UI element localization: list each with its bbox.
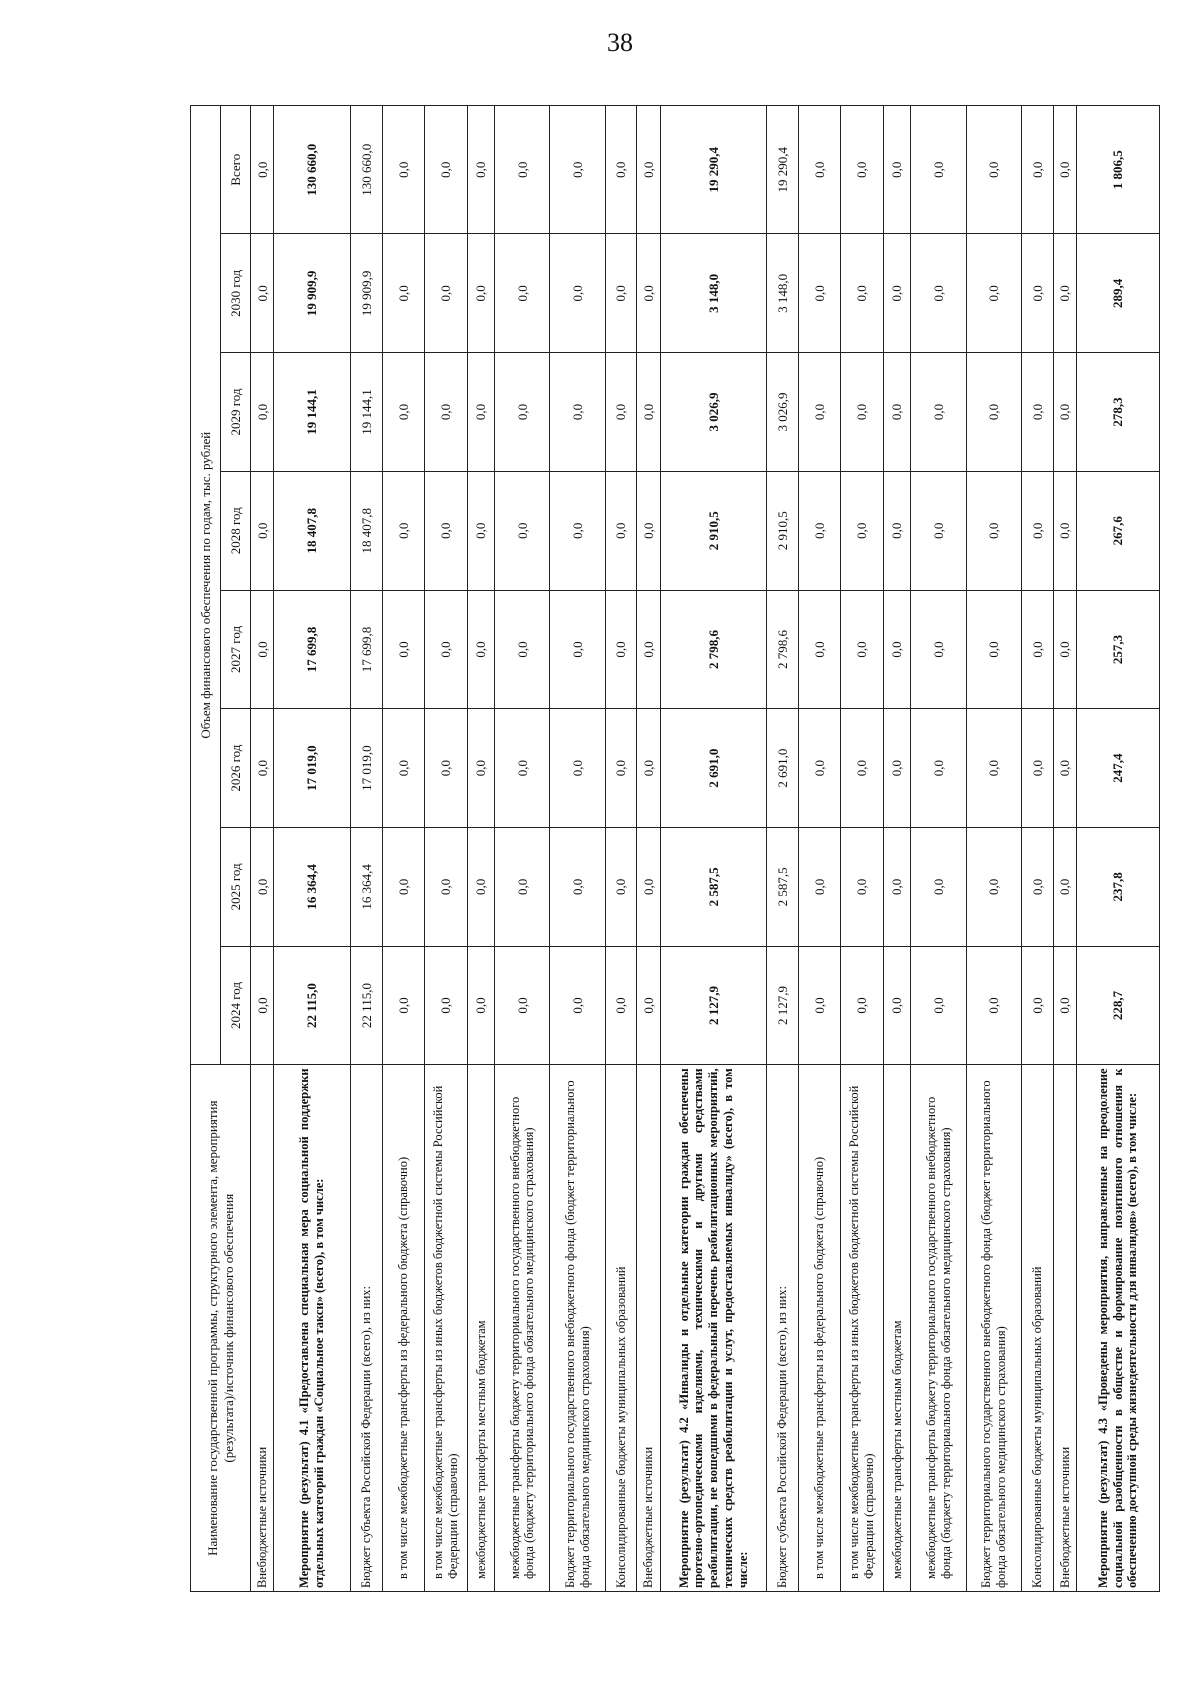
year-value-cell: 3 148,0 <box>767 234 799 353</box>
row-label: Мероприятие (результат) 4.2 «Инвалиды и отдельные категории граждан обеспечены протезно-ортопедическими изделиями, техническими и другими средствами реабилитации, не вошедшими в федеральный перечень реабилитационных мероприятий, технических средств реабилитации и услут, предоставляемых инвалиду» (всего), в том числе: <box>660 1065 766 1592</box>
year-value-cell: 0,0 <box>637 590 660 709</box>
year-value-cell: 0,0 <box>798 590 840 709</box>
year-value-cell: 0,0 <box>841 946 883 1065</box>
year-value-cell: 17 699,8 <box>350 590 382 709</box>
year-value-cell: 0,0 <box>605 234 637 353</box>
year-value-cell: 0,0 <box>382 709 424 828</box>
total-cell: 0,0 <box>637 106 660 234</box>
year-value-cell: 17 019,0 <box>350 709 382 828</box>
year-value-cell: 3 026,9 <box>767 353 799 472</box>
year-value-cell: 0,0 <box>841 234 883 353</box>
year-value-cell: 247,4 <box>1077 709 1160 828</box>
year-value-cell: 0,0 <box>467 709 495 828</box>
year-header: 2025 год <box>221 827 251 946</box>
year-value-cell: 0,0 <box>425 590 467 709</box>
year-value-cell: 0,0 <box>1053 590 1076 709</box>
year-header: 2027 год <box>221 590 251 709</box>
year-value-cell: 0,0 <box>495 827 550 946</box>
table-row <box>605 106 637 1592</box>
table-row <box>550 106 605 1592</box>
table-row <box>1053 106 1076 1592</box>
year-value-cell: 0,0 <box>382 234 424 353</box>
year-value-cell: 0,0 <box>425 827 467 946</box>
year-value-cell: 0,0 <box>798 353 840 472</box>
row-label: межбюджетные трансферты местным бюджетам <box>467 1065 495 1592</box>
table-row <box>637 106 660 1592</box>
year-value-cell: 0,0 <box>1021 946 1053 1065</box>
year-value-cell: 0,0 <box>798 709 840 828</box>
year-value-cell: 0,0 <box>883 471 911 590</box>
table-row <box>660 106 766 1592</box>
funding-group-header: Объем финансового обеспечения по годам, тыс. рублей <box>191 106 221 1065</box>
total-cell: 0,0 <box>550 106 605 234</box>
year-value-cell: 0,0 <box>550 946 605 1065</box>
row-label: межбюджетные трансферты местным бюджетам <box>883 1065 911 1592</box>
table-row <box>1021 106 1053 1592</box>
year-value-cell: 0,0 <box>911 590 966 709</box>
total-cell: 0,0 <box>495 106 550 234</box>
year-value-cell: 2 798,6 <box>767 590 799 709</box>
table-row <box>841 106 883 1592</box>
year-value-cell: 22 115,0 <box>274 946 350 1065</box>
table-row <box>911 106 966 1592</box>
year-value-cell: 0,0 <box>382 827 424 946</box>
total-cell: 0,0 <box>966 106 1021 234</box>
year-header: 2024 год <box>221 946 251 1065</box>
year-value-cell: 0,0 <box>495 353 550 472</box>
year-value-cell: 17 019,0 <box>274 709 350 828</box>
year-value-cell: 0,0 <box>425 353 467 472</box>
year-value-cell: 289,4 <box>1077 234 1160 353</box>
year-value-cell: 0,0 <box>966 234 1021 353</box>
year-value-cell: 0,0 <box>1021 353 1053 472</box>
year-value-cell: 22 115,0 <box>350 946 382 1065</box>
year-value-cell: 0,0 <box>251 709 274 828</box>
row-label: межбюджетные трансферты бюджету территориального государственного внебюджетного фонда (бюджету территориального фонда обязательного медицинского страхования) <box>495 1065 550 1592</box>
year-header: 2026 год <box>221 709 251 828</box>
year-value-cell: 0,0 <box>966 827 1021 946</box>
row-label: в том числе межбюджетные трансферты из иных бюджетов бюджетной системы Российской Федерации (справочно) <box>841 1065 883 1592</box>
year-value-cell: 257,3 <box>1077 590 1160 709</box>
year-value-cell: 0,0 <box>966 471 1021 590</box>
total-cell: 19 290,4 <box>767 106 799 234</box>
year-value-cell: 0,0 <box>637 471 660 590</box>
year-value-cell: 0,0 <box>883 590 911 709</box>
year-value-cell: 0,0 <box>637 946 660 1065</box>
year-value-cell: 2 587,5 <box>660 827 766 946</box>
year-value-cell: 0,0 <box>382 471 424 590</box>
table-body <box>251 106 1160 1592</box>
year-value-cell: 0,0 <box>911 946 966 1065</box>
table-row <box>251 106 274 1592</box>
table-row <box>350 106 382 1592</box>
year-value-cell: 0,0 <box>605 827 637 946</box>
year-value-cell: 0,0 <box>382 590 424 709</box>
year-value-cell: 0,0 <box>425 946 467 1065</box>
row-label: Мероприятие (результат) 4.3 «Проведены мероприятия, направленные на преодоление социальной разобщенности в обществе и формирование позитивного отношения к обеспечению доступной среды жизнедеятельности для инвалидов» (всего), в том числе: <box>1077 1065 1160 1592</box>
year-value-cell: 0,0 <box>911 234 966 353</box>
total-cell: 0,0 <box>798 106 840 234</box>
year-value-cell: 0,0 <box>1021 827 1053 946</box>
year-value-cell: 278,3 <box>1077 353 1160 472</box>
year-value-cell: 0,0 <box>841 471 883 590</box>
table-row <box>425 106 467 1592</box>
year-value-cell: 0,0 <box>467 946 495 1065</box>
row-label: Бюджет субъекта Российской Федерации (всего), из них: <box>767 1065 799 1592</box>
table-row <box>495 106 550 1592</box>
year-value-cell: 0,0 <box>798 234 840 353</box>
total-cell: 0,0 <box>1021 106 1053 234</box>
year-value-cell: 19 144,1 <box>350 353 382 472</box>
page-number: 38 <box>607 28 633 57</box>
year-value-cell: 2 691,0 <box>767 709 799 828</box>
year-header: 2028 год <box>221 471 251 590</box>
year-value-cell: 0,0 <box>425 234 467 353</box>
year-value-cell: 237,8 <box>1077 827 1160 946</box>
year-value-cell: 3 026,9 <box>660 353 766 472</box>
row-label: Бюджет территориального государственного внебюджетного фонда (бюджет территориального фонда обязательного медицинского страхования) <box>550 1065 605 1592</box>
total-cell: 0,0 <box>467 106 495 234</box>
year-value-cell: 0,0 <box>467 590 495 709</box>
year-value-cell: 0,0 <box>495 590 550 709</box>
total-cell: 19 290,4 <box>660 106 766 234</box>
year-value-cell: 0,0 <box>251 471 274 590</box>
year-value-cell: 0,0 <box>605 590 637 709</box>
year-value-cell: 0,0 <box>798 827 840 946</box>
table-row <box>274 106 350 1592</box>
year-value-cell: 0,0 <box>1021 234 1053 353</box>
year-value-cell: 0,0 <box>467 234 495 353</box>
year-value-cell: 0,0 <box>467 827 495 946</box>
year-value-cell: 0,0 <box>911 709 966 828</box>
year-value-cell: 0,0 <box>637 827 660 946</box>
year-value-cell: 0,0 <box>550 590 605 709</box>
year-header: 2029 год <box>221 353 251 472</box>
total-cell: 0,0 <box>911 106 966 234</box>
year-value-cell: 0,0 <box>467 471 495 590</box>
year-value-cell: 0,0 <box>637 709 660 828</box>
total-cell: 0,0 <box>382 106 424 234</box>
year-value-cell: 0,0 <box>1053 709 1076 828</box>
row-label: межбюджетные трансферты бюджету территориального государственного внебюджетного фонда (бюджету территориального фонда обязательного медицинского страхования) <box>911 1065 966 1592</box>
year-value-cell: 0,0 <box>605 709 637 828</box>
year-value-cell: 19 144,1 <box>274 353 350 472</box>
year-value-cell: 0,0 <box>841 827 883 946</box>
year-value-cell: 0,0 <box>251 827 274 946</box>
total-cell: 0,0 <box>251 106 274 234</box>
row-label: Внебюджетные источники <box>1053 1065 1076 1592</box>
year-value-cell: 0,0 <box>637 353 660 472</box>
year-value-cell: 0,0 <box>1021 709 1053 828</box>
year-value-cell: 0,0 <box>841 590 883 709</box>
total-cell: 0,0 <box>841 106 883 234</box>
total-cell: 0,0 <box>425 106 467 234</box>
year-value-cell: 3 148,0 <box>660 234 766 353</box>
year-value-cell: 0,0 <box>550 827 605 946</box>
year-value-cell: 0,0 <box>382 946 424 1065</box>
year-value-cell: 0,0 <box>1053 827 1076 946</box>
financing-table <box>190 105 1160 1592</box>
year-value-cell: 0,0 <box>550 709 605 828</box>
year-value-cell: 0,0 <box>495 709 550 828</box>
year-value-cell: 0,0 <box>425 709 467 828</box>
year-value-cell: 0,0 <box>798 946 840 1065</box>
year-value-cell: 267,6 <box>1077 471 1160 590</box>
year-value-cell: 17 699,8 <box>274 590 350 709</box>
year-value-cell: 0,0 <box>966 709 1021 828</box>
year-value-cell: 0,0 <box>1053 471 1076 590</box>
year-value-cell: 0,0 <box>550 471 605 590</box>
year-value-cell: 0,0 <box>966 946 1021 1065</box>
year-value-cell: 0,0 <box>1053 353 1076 472</box>
year-value-cell: 2 127,9 <box>767 946 799 1065</box>
year-value-cell: 0,0 <box>911 827 966 946</box>
table-row <box>1077 106 1160 1592</box>
row-label: Консолидированные бюджеты муниципальных образований <box>605 1065 637 1592</box>
year-value-cell: 0,0 <box>605 471 637 590</box>
table-row <box>966 106 1021 1592</box>
total-cell: 130 660,0 <box>350 106 382 234</box>
year-value-cell: 2 910,5 <box>767 471 799 590</box>
total-cell: 130 660,0 <box>274 106 350 234</box>
table-row <box>883 106 911 1592</box>
total-cell: 0,0 <box>605 106 637 234</box>
year-value-cell: 0,0 <box>1053 234 1076 353</box>
year-value-cell: 19 909,9 <box>274 234 350 353</box>
year-value-cell: 0,0 <box>1053 946 1076 1065</box>
year-value-cell: 0,0 <box>841 353 883 472</box>
row-label: в том числе межбюджетные трансферты из федерального бюджета (справочно) <box>382 1065 424 1592</box>
year-value-cell: 228,7 <box>1077 946 1160 1065</box>
year-value-cell: 2 910,5 <box>660 471 766 590</box>
year-value-cell: 0,0 <box>550 353 605 472</box>
year-value-cell: 0,0 <box>495 471 550 590</box>
year-value-cell: 0,0 <box>382 353 424 472</box>
row-label: Внебюджетные источники <box>251 1065 274 1592</box>
row-label: Бюджет территориального государственного внебюджетного фонда (бюджет территориального фонда обязательного медицинского страхования) <box>966 1065 1021 1592</box>
total-cell: 0,0 <box>1053 106 1076 234</box>
year-value-cell: 16 364,4 <box>274 827 350 946</box>
year-value-cell: 0,0 <box>251 234 274 353</box>
year-value-cell: 0,0 <box>966 353 1021 472</box>
table-row <box>767 106 799 1592</box>
row-label: Консолидированные бюджеты муниципальных образований <box>1021 1065 1053 1592</box>
year-value-cell: 19 909,9 <box>350 234 382 353</box>
year-value-cell: 0,0 <box>637 234 660 353</box>
year-value-cell: 2 587,5 <box>767 827 799 946</box>
row-label: Мероприятие (результат) 4.1 «Предоставлена специальная мера социальной поддержки отдельных категорий граждан «Социальное такси» (всего), в том числе: <box>274 1065 350 1592</box>
total-cell: 1 806,5 <box>1077 106 1160 234</box>
year-value-cell: 0,0 <box>605 946 637 1065</box>
row-label: Внебюджетные источники <box>637 1065 660 1592</box>
total-header: Всего <box>221 106 251 234</box>
year-value-cell: 0,0 <box>605 353 637 472</box>
year-value-cell: 0,0 <box>966 590 1021 709</box>
year-value-cell: 0,0 <box>911 353 966 472</box>
year-value-cell: 0,0 <box>841 709 883 828</box>
table-row <box>798 106 840 1592</box>
year-value-cell: 16 364,4 <box>350 827 382 946</box>
year-value-cell: 18 407,8 <box>350 471 382 590</box>
year-value-cell: 2 798,6 <box>660 590 766 709</box>
year-value-cell: 2 691,0 <box>660 709 766 828</box>
year-value-cell: 0,0 <box>883 709 911 828</box>
year-value-cell: 0,0 <box>425 471 467 590</box>
year-value-cell: 0,0 <box>911 471 966 590</box>
row-label: Бюджет субъекта Российской Федерации (всего), из них: <box>350 1065 382 1592</box>
year-value-cell: 0,0 <box>883 353 911 472</box>
name-column-header: Наименование государственной программы, структурного элемента, мероприятия (результата)/источник финансового обеспечения <box>191 1065 251 1592</box>
year-value-cell: 0,0 <box>1021 590 1053 709</box>
year-value-cell: 18 407,8 <box>274 471 350 590</box>
row-label: в том числе межбюджетные трансферты из иных бюджетов бюджетной системы Российской Федерации (справочно) <box>425 1065 467 1592</box>
year-value-cell: 2 127,9 <box>660 946 766 1065</box>
year-value-cell: 0,0 <box>883 946 911 1065</box>
year-value-cell: 0,0 <box>495 946 550 1065</box>
year-value-cell: 0,0 <box>467 353 495 472</box>
year-value-cell: 0,0 <box>883 827 911 946</box>
year-value-cell: 0,0 <box>251 946 274 1065</box>
year-value-cell: 0,0 <box>798 471 840 590</box>
year-value-cell: 0,0 <box>251 353 274 472</box>
year-header: 2030 год <box>221 234 251 353</box>
table-row <box>467 106 495 1592</box>
total-cell: 0,0 <box>883 106 911 234</box>
financing-table-container <box>190 105 1160 1592</box>
year-value-cell: 0,0 <box>1021 471 1053 590</box>
table-row <box>382 106 424 1592</box>
year-value-cell: 0,0 <box>550 234 605 353</box>
year-value-cell: 0,0 <box>495 234 550 353</box>
row-label: в том числе межбюджетные трансферты из федерального бюджета (справочно) <box>798 1065 840 1592</box>
year-value-cell: 0,0 <box>251 590 274 709</box>
year-value-cell: 0,0 <box>883 234 911 353</box>
